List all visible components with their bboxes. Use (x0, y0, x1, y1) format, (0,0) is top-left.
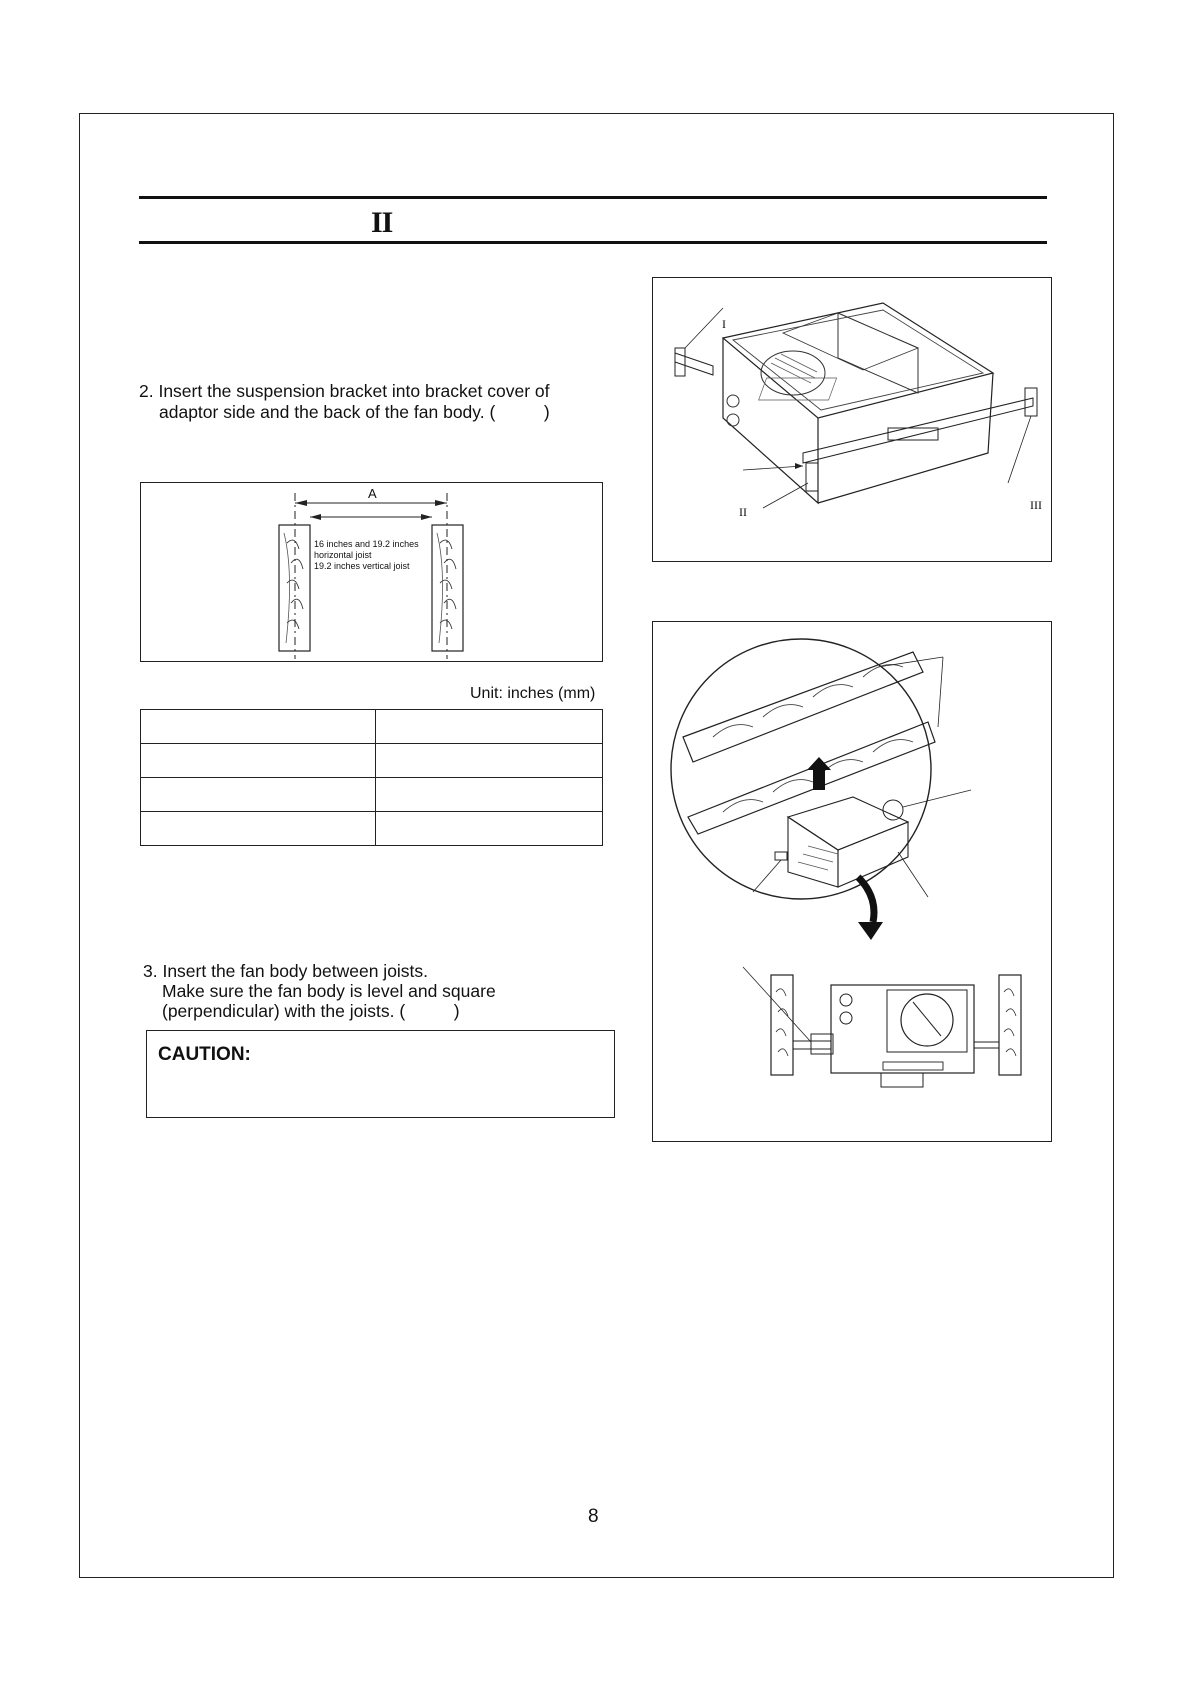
header-rule-top (139, 196, 1047, 199)
table-row (141, 812, 603, 846)
step3-line2: Make sure the fan body is level and square (162, 981, 496, 1001)
table-cell (376, 778, 603, 812)
table-row (141, 778, 603, 812)
joist-note-line3: 19.2 inches vertical joist (314, 561, 410, 571)
table-row (141, 744, 603, 778)
joist-spacing-diagram (140, 482, 603, 662)
table-cell (376, 744, 603, 778)
callout-1: I (722, 317, 726, 331)
step2-line2: adaptor side and the back of the fan body. ( ) (159, 402, 550, 422)
joist-note-line2: horizontal joist (314, 550, 372, 560)
dimension-a-label: A (368, 486, 377, 501)
table-cell (376, 812, 603, 846)
dimension-table (140, 709, 603, 846)
table-cell (141, 778, 376, 812)
callout-3: III (1030, 498, 1042, 512)
step2-line1: 2. Insert the suspension bracket into bracket cover of (139, 381, 550, 401)
section-mark: II (371, 206, 393, 239)
step3-line3: (perpendicular) with the joists. ( ) (162, 1001, 460, 1021)
step3-line1: 3. Insert the fan body between joists. (143, 961, 429, 981)
page-number: 8 (588, 1506, 599, 1527)
header-rule-bottom (139, 241, 1047, 244)
unit-label: Unit: inches (mm) (470, 685, 596, 702)
table-cell (141, 710, 376, 744)
callout-2: II (739, 505, 747, 519)
table-cell (141, 744, 376, 778)
suspension-bracket-figure (652, 277, 1052, 562)
install-between-joists-figure (652, 621, 1052, 1142)
table-cell (141, 812, 376, 846)
caution-box (146, 1030, 615, 1118)
table-row (141, 710, 603, 744)
joist-note-line1: 16 inches and 19.2 inches (314, 539, 419, 549)
table-cell (376, 710, 603, 744)
caution-title: CAUTION: (158, 1044, 251, 1065)
